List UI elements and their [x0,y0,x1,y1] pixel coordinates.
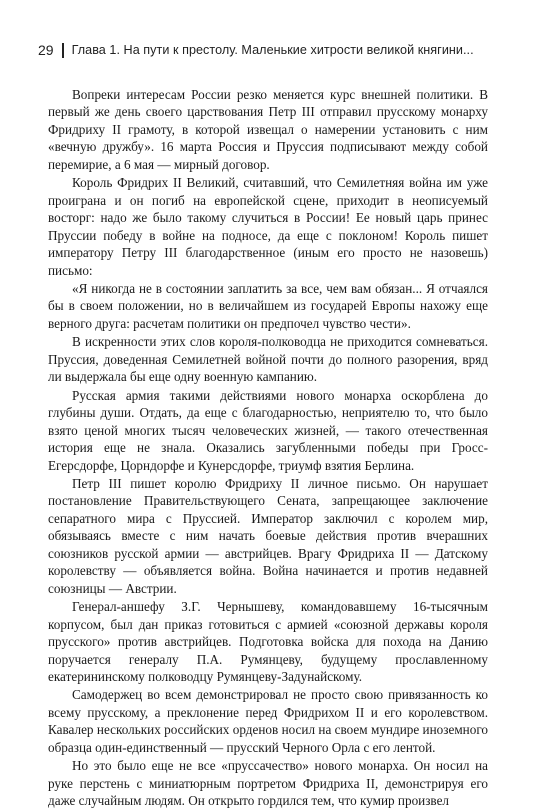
paragraph: В искренности этих слов короля-полководца не приходится сомневаться. Пруссия, доведенная Семилетней войной почти до полного разорения, вряд ли выдержала бы еще одну военную кампанию. [48,334,488,385]
paragraph: Самодержец во всем демонстрировал не просто свою привязанность ко всему прусскому, а преклонение перед Фридрихом II и его королевством. Кавалер нескольких российских орденов носил на своем мундире иноземного образца один-единственный — прусский Черного Орла с его лентой. [48,687,488,755]
paragraph: Вопреки интересам России резко меняется курс внешней политики. В первый же день своего царствования Петр III отправил прусскому монарху Фридриху II грамоту, в которой извещал о намерении установить с ним «вечную дружбу». 16 марта Россия и Пруссия подписывают между собой перемирие, а 6 мая — мирный договор. [48,87,488,172]
paragraph: Русская армия такими действиями нового монарха оскорблена до глубины души. Отдать, да еще с благодарностью, неприятелю то, что было взято ценой многих тысяч человеческих жизней, — такого отечественная история еще не знала. Оказались загубленными победы при Гросс-Егерсдорфе, Цорндорфе и Кунерсдорфе, триумф взятия Берлина. [48,387,488,473]
body-text [48,86,488,811]
page-header [38,42,510,58]
running-title: Глава 1. На пути к престолу. Маленькие хитрости великой княгини... [71,43,474,57]
paragraph: Петр III пишет королю Фридриху II личное письмо. Он нарушает постановление Правительствующего Сената, запрещающее заключение сепаратного мира с Пруссией. Император заключил с королем мир, обязываясь вместе с ним начать боевые действия против вчерашних союзников русской армии — австрийцев. Врагу Фридриха II — Датскому королевству — объявляется война. Война начинается и против недавней союзницы — Австрии. [48,475,488,596]
page-number: 29 [38,42,54,58]
paragraph: Генерал-аншефу З.Г. Чернышеву, командовавшему 16-тысячным корпусом, был дан приказ готовиться с армией «союзной державы короля прусского» против австрийцев. Подготовка войска для похода на Данию поручается генералу П.А. Румянцеву, будущему прославленному екатерининскому полководцу Румянцеву-Задунайскому. [48,599,488,684]
paragraph: Король Фридрих II Великий, считавший, что Семилетняя война им уже проиграна и он погиб на европейской сцене, приходит в неописуемый восторг: надо же было такому случиться в России! Ее новый царь принес Пруссии победу в войне на подносе, да еще с поклоном! Король пишет императору Петру III благодарственное (иным его просто не назовешь) письмо: [48,175,488,278]
paragraph: Но это было еще не все «пруссачество» нового монарха. Он носил на руке перстень с миниатюрным портретом Фридриха II, демонстрируя его даже случайным людям. Он открыто гордился тем, что кумир произвел [48,758,488,809]
quote-paragraph: «Я никогда не в состоянии заплатить за все, чем вам обязан... Я отчаялся бы в своем положении, но в величайшем из государей Европы нахожу еще верного друга: расчетам политики он предпочел чувство чести». [48,280,488,331]
header-separator [62,43,64,58]
